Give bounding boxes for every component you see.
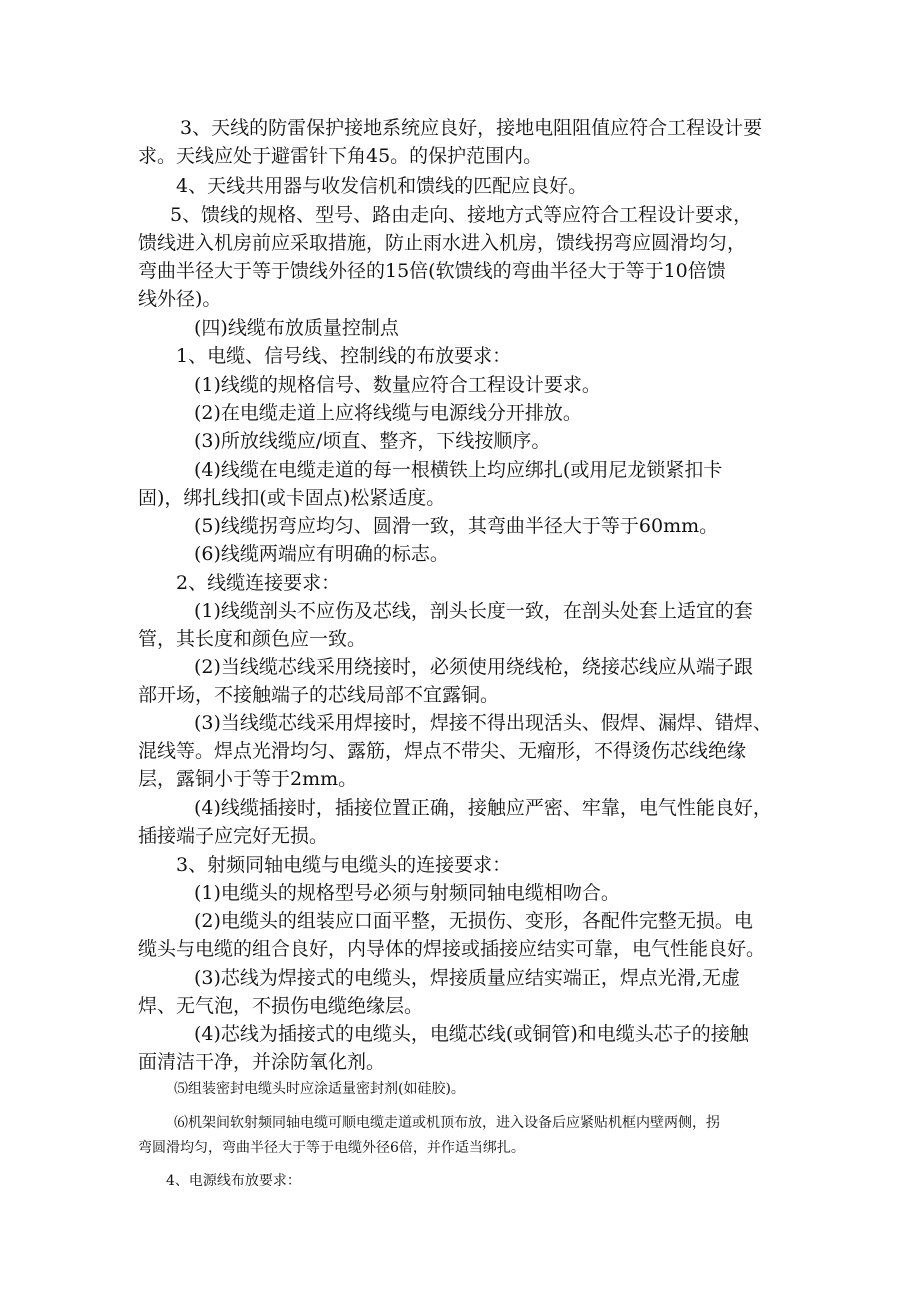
text-line: 固)，绑扎线扣(或卡固点)松紧适度。: [138, 487, 446, 509]
list-item-6: [138, 540, 788, 568]
list-item-connection-3: [138, 709, 788, 793]
list-item-rf-3: [138, 964, 788, 1020]
text-line: (3)当线缆芯线采用焊接时，焊接不得出现活头、假焊、漏焊、错焊、: [194, 712, 772, 734]
list-item-rf-2: [138, 907, 788, 963]
text-line: (4)芯线为插接式的电缆头，电缆芯线(或铜管)和电缆头芯子的接触: [194, 1023, 749, 1045]
text-line: 求。天线应处于避雷针下角45。的保护范围内。: [138, 145, 543, 167]
text-line: 焊、无气泡，不损伤电缆绝缘层。: [138, 995, 424, 1017]
list-item-1: [138, 371, 788, 399]
text-line: 3、射频同轴电缆与电缆头的连接要求：: [176, 854, 512, 876]
text-line: 弯曲半径大于等于馈线外径的15倍(软馈线的弯曲半径大于等于10倍馈: [138, 260, 726, 282]
text-line: 4、电源线布放要求：: [166, 1173, 301, 1189]
text-line: (4)线缆插接时，插接位置正确，接触应严密、牢靠，电气性能良好，: [194, 797, 772, 819]
paragraph-rf-coax: [138, 851, 788, 879]
paragraph-antenna-lightning: [138, 114, 788, 170]
text-line: 弯圆滑均匀，弯曲半径大于等于电缆外径6倍，并作适当绑扎。: [138, 1140, 525, 1156]
paragraph-cable-laying-requirements: [138, 342, 788, 370]
text-line: 4、天线共用器与收发信机和馈线的匹配应良好。: [176, 175, 588, 197]
text-line: (2)当线缆芯线采用绕接时，必须使用绕线枪，绕接芯线应从端子跟: [194, 656, 753, 678]
text-line: 3、天线的防雷保护接地系统应良好，接地电阻阻值应符合工程设计要: [180, 117, 763, 139]
paragraph-antenna-combiner: [138, 172, 788, 200]
list-item-rf-4: [138, 1020, 788, 1076]
text-line: (四)线缆布放质量控制点: [194, 317, 399, 339]
text-line: (1)线缆的规格信号、数量应符合工程设计要求。: [194, 374, 601, 396]
list-item-connection-2: [138, 653, 788, 709]
paragraph-cable-connection: [138, 569, 788, 597]
list-item-connection-4: [138, 794, 788, 850]
text-line: 2、线缆连接要求：: [176, 572, 341, 594]
paragraph-power-cable: [138, 1169, 788, 1194]
text-line: (3)芯线为焊接式的电缆头，焊接质量应结实端正，焊点光滑,无虚: [194, 967, 740, 989]
text-line: (3)所放线缆应/顷直、整齐，下线按顺序。: [194, 430, 551, 452]
text-line: 5、馈线的规格、型号、路由走向、接地方式等应符合工程设计要求，: [170, 204, 753, 226]
list-item-2: [138, 399, 788, 427]
text-line: ⑹机架间软射频同轴电缆可顺电缆走道或机顶布放，进入设备后应紧贴机框内壁两侧，拐: [174, 1115, 720, 1131]
text-line: 混线等。焊点光滑均匀、露筋，焊点不带尖、无瘤形，不得烫伤芯线绝缘: [138, 740, 747, 762]
text-line: (1)线缆剖头不应伤及芯线，剖头长度一致，在剖头处套上适宜的套: [194, 600, 753, 622]
section-heading-cable-laying: [138, 314, 788, 342]
text-line: 馈线进入机房前应采取措施，防止雨水进入机房，馈线拐弯应圆滑均匀，: [138, 232, 747, 254]
text-line: 缆头与电缆的组合良好，内导体的焊接或插接应结实可靠，电气性能良好。: [138, 938, 766, 960]
list-item-rf-6: [138, 1111, 788, 1161]
text-line: 管，其长度和颜色应一致。: [138, 628, 367, 650]
list-item-rf-1: [138, 879, 788, 907]
list-item-3: [138, 427, 788, 455]
text-line: (4)线缆在电缆走道的每一根横铁上均应绑扎(或用尼龙锁紧扣卡: [194, 459, 723, 481]
text-line: (2)电缆头的组装应口面平整，无损伤、变形，各配件完整无损。电: [194, 910, 753, 932]
text-line: 1、电缆、信号线、控制线的布放要求：: [176, 345, 512, 367]
list-item-connection-1: [138, 597, 788, 653]
text-line: 线外径)。: [138, 288, 222, 310]
text-line: 层，露铜小于等于2mm。: [138, 768, 358, 790]
text-line: 部开场，不接触端子的芯线局部不宜露铜。: [138, 684, 500, 706]
list-item-4: [138, 456, 788, 512]
list-item-5: [138, 512, 788, 540]
text-line: 面清洁干净，并涂防氧化剂。: [138, 1051, 386, 1073]
text-line: (5)线缆拐弯应均匀、圆滑一致，其弯曲半径大于等于60mm。: [194, 515, 719, 537]
text-line: 插接端子应完好无损。: [138, 825, 329, 847]
text-line: ⑸组装密封电缆头时应涂适量密封剂(如硅胶)。: [174, 1081, 465, 1097]
text-line: (2)在电缆走道上应将线缆与电源线分开排放。: [194, 402, 582, 424]
text-line: (6)线缆两端应有明确的标志。: [194, 543, 449, 565]
list-item-rf-5: [138, 1077, 788, 1102]
paragraph-feeder-spec: [138, 201, 788, 313]
text-line: (1)电缆头的规格型号必须与射频同轴电缆相吻合。: [194, 882, 620, 904]
